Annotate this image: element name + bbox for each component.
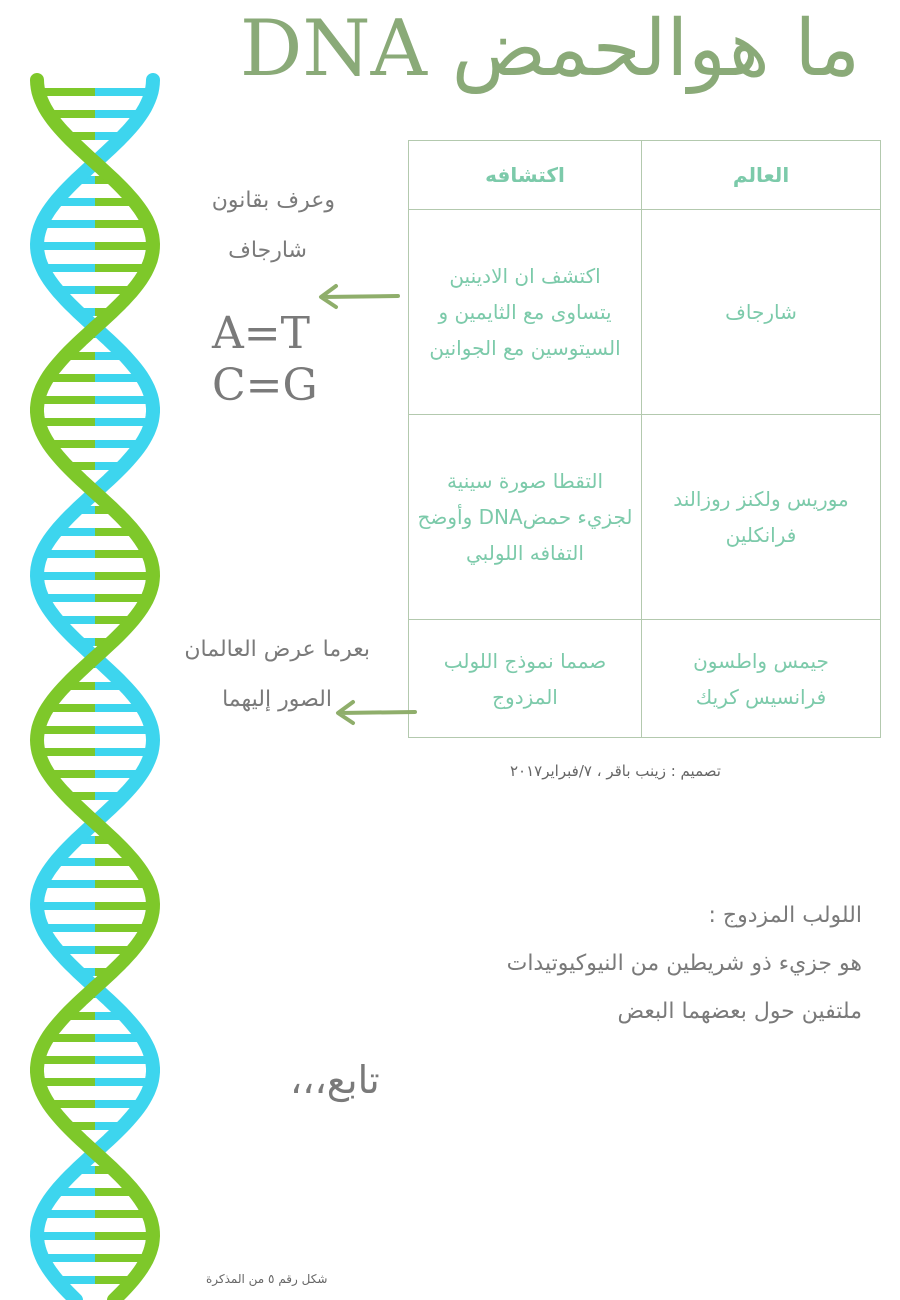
cell-discovery: صمما نموذج اللولب المزدوج <box>409 620 642 738</box>
table-row <box>409 415 881 620</box>
helix-rung <box>95 1078 151 1086</box>
chargaff-note-line: وعرف بقانون <box>211 188 335 213</box>
header-scientist: العالم <box>642 141 881 210</box>
page-title: ما هوالحمض DNA <box>239 4 860 94</box>
chargaff-note <box>175 176 335 276</box>
design-credit: تصميم : زينب باقر ، ٧/فبراير٢٠١٧ <box>510 762 721 780</box>
helix-rung <box>95 418 151 426</box>
helix-rung <box>37 242 95 250</box>
equation-cg: C=G <box>212 360 318 411</box>
helix-rung <box>38 1056 95 1064</box>
cell-discovery: التقطا صورة سينية لجزيء حمضDNA وأوضح التفافه اللولبي <box>409 415 642 620</box>
helix-rung <box>39 418 95 426</box>
definition-line: هو جزيء ذو شريطين من النيوكيوتيدات <box>506 951 862 976</box>
helix-rung <box>39 1078 95 1086</box>
helix-rung <box>95 1232 153 1240</box>
helix-rung <box>95 748 151 756</box>
definition-heading: اللولب المزدوج : <box>708 903 862 928</box>
table-row <box>409 620 881 738</box>
header-discovery: اكتشافه <box>409 141 642 210</box>
helix-rung <box>95 572 153 580</box>
helix-rung <box>95 902 153 910</box>
helix-rung <box>95 1056 152 1064</box>
cell-scientist: موريس ولكنز روزالند فرانكلين <box>642 415 881 620</box>
scientists-table <box>408 140 881 738</box>
definition-line: ملتفين حول بعضهما البعض <box>617 999 862 1024</box>
table-header-row <box>409 141 881 210</box>
helix-rung <box>37 1232 95 1240</box>
helix-rung <box>38 396 95 404</box>
continued-label: تابع،،، <box>290 1058 380 1102</box>
figure-caption: شكل رقم ٥ من المذكرة <box>206 1272 328 1286</box>
helix-rung <box>95 396 152 404</box>
double-helix-definition <box>507 892 862 1036</box>
table-row <box>409 210 881 415</box>
helix-rung <box>39 88 95 96</box>
arrow-left-icon <box>333 698 417 726</box>
images-note-line: بعرما عرض العالمان <box>184 637 370 662</box>
helix-rung <box>39 748 95 756</box>
chargaff-note-line: شارجاف <box>228 238 307 263</box>
helix-rung <box>95 88 151 96</box>
images-note-line: الصور إليهما <box>222 687 332 712</box>
helix-rung <box>38 726 95 734</box>
base-pair-equations <box>212 308 318 412</box>
helix-rung <box>95 726 152 734</box>
arrow-left-icon <box>316 282 400 310</box>
cell-scientist: شارجاف <box>642 210 881 415</box>
helix-rung <box>37 572 95 580</box>
helix-rung <box>95 242 153 250</box>
helix-rung <box>37 902 95 910</box>
cell-discovery: اكتشف ان الادينين يتساوى مع الثايمين و السيتوسين مع الجوانين <box>409 210 642 415</box>
cell-scientist: جيمس واطسون فرانسيس كريك <box>642 620 881 738</box>
equation-at: A=T <box>212 308 310 359</box>
